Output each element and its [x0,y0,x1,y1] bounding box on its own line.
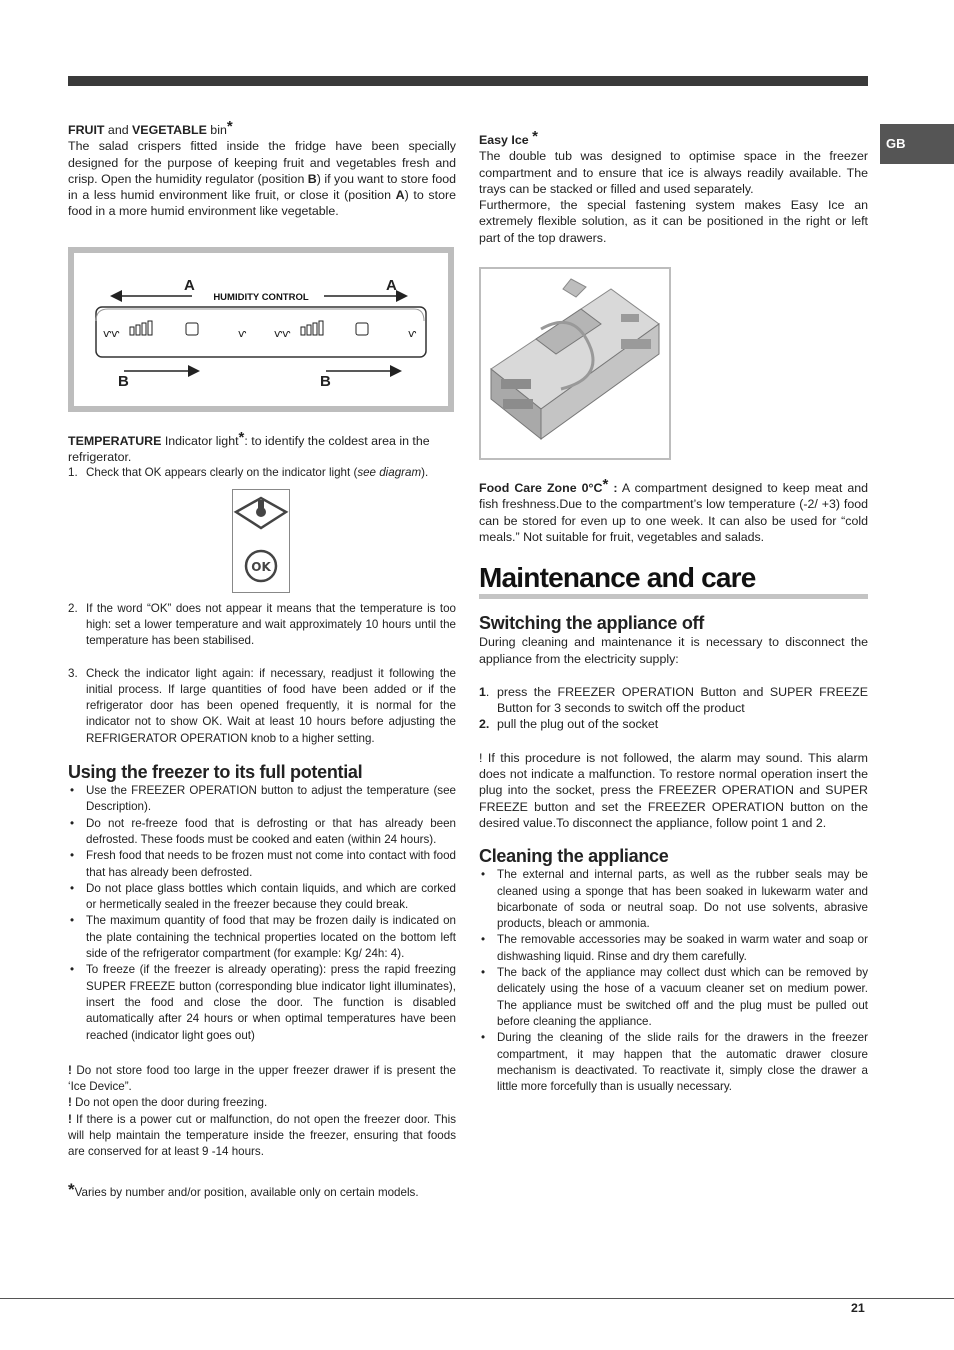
warning-item [68,1063,456,1096]
fruit-text-3: ) to store food in a more humid environment like vegetable. [68,188,456,219]
switch-off-intro: During cleaning and maintenance it is necessary to disconnect the appliance from the electricity supply: [479,635,868,666]
step-text: Check the indicator light again: if necessary, readjust it following the initial process. If large quantities of food have been added or if the refrigerator door has been opened frequently, it is normal for the indicator not to show OK. Wait at least 10 hours before adjusting the REFRIGERATOR OPERATION knob to a higher setting. [86,666,456,745]
bin-word: bin [206,123,227,137]
fruit-text-1: The salad crispers fitted inside the fridge have been specially designed for the purpose of keeping fruit and vegetables fresh and crisp. Open the humidity regulator (position [68,139,456,186]
step-number-value: 1 [479,684,486,699]
switch-off-section-title: Switching the appliance off [479,613,704,634]
step-number: 2. [68,601,78,615]
title-underline [479,594,868,599]
warning-mark: ! [68,1112,72,1126]
list-item: • The back of the appliance may collect dust which can be removed by delicately using the hose of a vacuum cleaner set on medium power. The appliance must be switched off and the plug must be pulled out before cleaning the appliance. [479,965,868,1030]
temperature-paragraph [68,428,456,466]
easy-ice-paragraph-1: The double tub was designed to optimise space in the freezer compartment and to ensure that ice is always readily available. The trays can be stacked or filled and used separately. [479,149,868,196]
indicator-light-word: Indicator light [161,433,239,448]
food-care-colon: : [608,481,618,496]
warning-item [68,1112,456,1161]
list-item [479,716,868,732]
step-text: pull the plug out of the socket [497,717,659,732]
list-item: • Fresh food that needs to be frozen must not come into contact with food that has already been defrosted. [68,848,456,881]
temperature-steps-a [68,465,456,481]
cleaning-bullets [479,867,868,1095]
easy-ice-figure [479,267,671,460]
easy-ice-heading [479,128,868,148]
step-text-end: ). [421,466,429,480]
ok-label: OK [251,559,271,574]
and-word: and [104,123,133,137]
easy-ice-title: Easy Ice [479,133,533,147]
warning-text: Do not store food too large in the upper freezer drawer if is present the ‘Ice Device”. [68,1063,456,1094]
left-column [68,118,456,1201]
footer-rule [0,1298,954,1299]
food-care-paragraph [479,476,869,545]
list-item: • The removable accessories may be soaked in warm water and soap or dishwashing liquid. Rinse and dry them carefully. [479,932,868,965]
warning-text: If there is a power cut or malfunction, do not open the freezer door. This will help maintain the temperature inside the freezer, ensuring that foods are conserved for at least 9 -14 hours. [68,1112,456,1159]
position-a: A [395,188,405,203]
svg-text:ⱱ: ⱱ [238,326,247,340]
fruit-paragraph [68,138,456,219]
freezer-warnings [68,1063,456,1161]
freezer-bullets [68,783,456,1044]
step-number: 1. [68,466,78,480]
step-text-em: see diagram [357,466,422,480]
step-text: Check that OK appears clearly on the indicator light ( [86,466,358,480]
svg-text:ⱱⱱ: ⱱⱱ [103,326,120,340]
temperature-text: : to identify the coldest area in the refrigerator. [68,433,430,465]
page-title: Maintenance and care [479,562,756,594]
vegetable-word: VEGETABLE [132,123,207,137]
step-text: If the word “OK” does not appear it means that the temperature is too high: set a lower temperature and wait approximately 10 hours until the temperature has been stabilised. [86,601,456,648]
footnote [68,1179,456,1201]
list-item: • Use the FREEZER OPERATION button to adjust the temperature (see Description). [68,783,456,816]
list-item [68,601,456,650]
label-a-left: A [184,276,195,294]
step-text: press the FREEZER OPERATION Button and SUPER FREEZE Button for 3 seconds to switch off the product [497,684,868,716]
switch-off-note: ! If this procedure is not followed, the alarm may sound. This alarm does not indicate a malfunction. To restore normal operation insert the plug into the socket, press the FREEZER OPERATION and SUPER FREEZE button and set the FREEZER OPERATION button on the desired value.To disconnect the appliance, follow point 1 and 2. [479,750,868,830]
ok-indicator-icon [233,490,289,592]
step-number [479,684,489,700]
cleaning-section-title: Cleaning the appliance [479,846,669,867]
list-item: • The maximum quantity of food that may be frozen daily is indicated on the plate containing the technical properties located on the bottom left side of the refrigerator compartment (for example: Kg/ 24h: 4). [68,913,456,962]
warning-item [68,1095,456,1111]
list-item [68,666,456,747]
right-column [479,128,869,1095]
fruit-text-2: ) if you want to store food in a less humid environment like fruit, or close it (position [68,171,456,203]
easy-ice-paragraph-2: Furthermore, the special fastening system makes Easy Ice an extremely flexible solution, as it can be positioned in the right or left part of the top drawers. [479,198,868,245]
fruit-heading [68,118,456,138]
svg-text:ⱱ: ⱱ [408,326,417,340]
list-item: • Do not place glass bottles which contain liquids, and which are corked or hermetically sealed in the freezer because they could break. [68,881,456,914]
warning-mark: ! [68,1096,72,1110]
language-tab: GB [880,124,954,164]
label-b-left: B [118,372,129,390]
list-item: • Do not re-freeze food that is defrosting or that has already been defrosted. These foods must be cooked and eaten (within 24 hours). [68,816,456,849]
humidity-control-diagram [74,253,448,406]
ok-indicator-figure [232,489,290,593]
list-item: • During the cleaning of the slide rails for the drawers in the freezer compartment, it may happen that the automatic drawer closure mechanism is deactivated. To reactivate it, simply close the drawer a little more forcefully than is usually necessary. [479,1030,868,1095]
humidity-control-figure [68,247,454,412]
list-item [68,465,456,481]
temperature-word: TEMPERATURE [68,433,162,448]
asterisk-mark: * [226,118,233,135]
asterisk-mark: * [532,128,538,145]
switch-off-steps [479,684,868,733]
step-number [479,716,489,732]
warning-text: Do not open the door during freezing. [71,1096,268,1110]
step-number-sep: . [485,684,490,699]
list-item [479,684,868,717]
step-number-value: 2. [479,717,490,732]
list-item: • To freeze (if the freezer is already operating): press the rapid freezing SUPER FREEZE button (corresponding blue indicator light illuminates), insert the food and close the door. The function is disabled automatically after 24 hours or when optimal temperatures have been reached (indicator light goes out) [68,962,456,1043]
warning-mark: ! [68,1063,72,1077]
food-care-text: A compartment designed to keep meat and fish freshness.Due to the compartment’s low temperature (-2/ +3) food can be stored for even up to one week. It can also be used for “cold meals.” Not suitable for fruit, vegetables and salads. [479,481,869,544]
position-b: B [307,171,317,186]
svg-text:ⱱⱱ: ⱱⱱ [274,326,291,340]
step-number: 3. [68,666,78,680]
list-item: • The external and internal parts, as well as the rubber seals may be cleaned using a sponge that has been soaked in lukewarm water and bicarbonate of soda or neutral soap. Do not use solvents, abrasive products, bleach or ammonia. [479,867,868,932]
footnote-text: Varies by number and/or position, available only on certain models. [74,1185,419,1199]
fruit-word: FRUIT [68,123,105,137]
asterisk-mark: * [602,476,609,494]
temperature-steps-b [68,601,456,747]
header-bar [68,76,868,86]
food-care-title: Food Care Zone 0°C [479,481,603,496]
label-a-right: A [386,276,397,294]
asterisk-mark: * [238,428,245,446]
page-number: 21 [851,1301,865,1315]
asterisk-mark: * [68,1179,75,1199]
freezer-section-title: Using the freezer to its full potential [68,762,363,783]
humidity-caption: HUMIDITY CONTROL [213,291,309,303]
label-b-right: B [320,372,331,390]
ice-tray-image [481,269,669,458]
